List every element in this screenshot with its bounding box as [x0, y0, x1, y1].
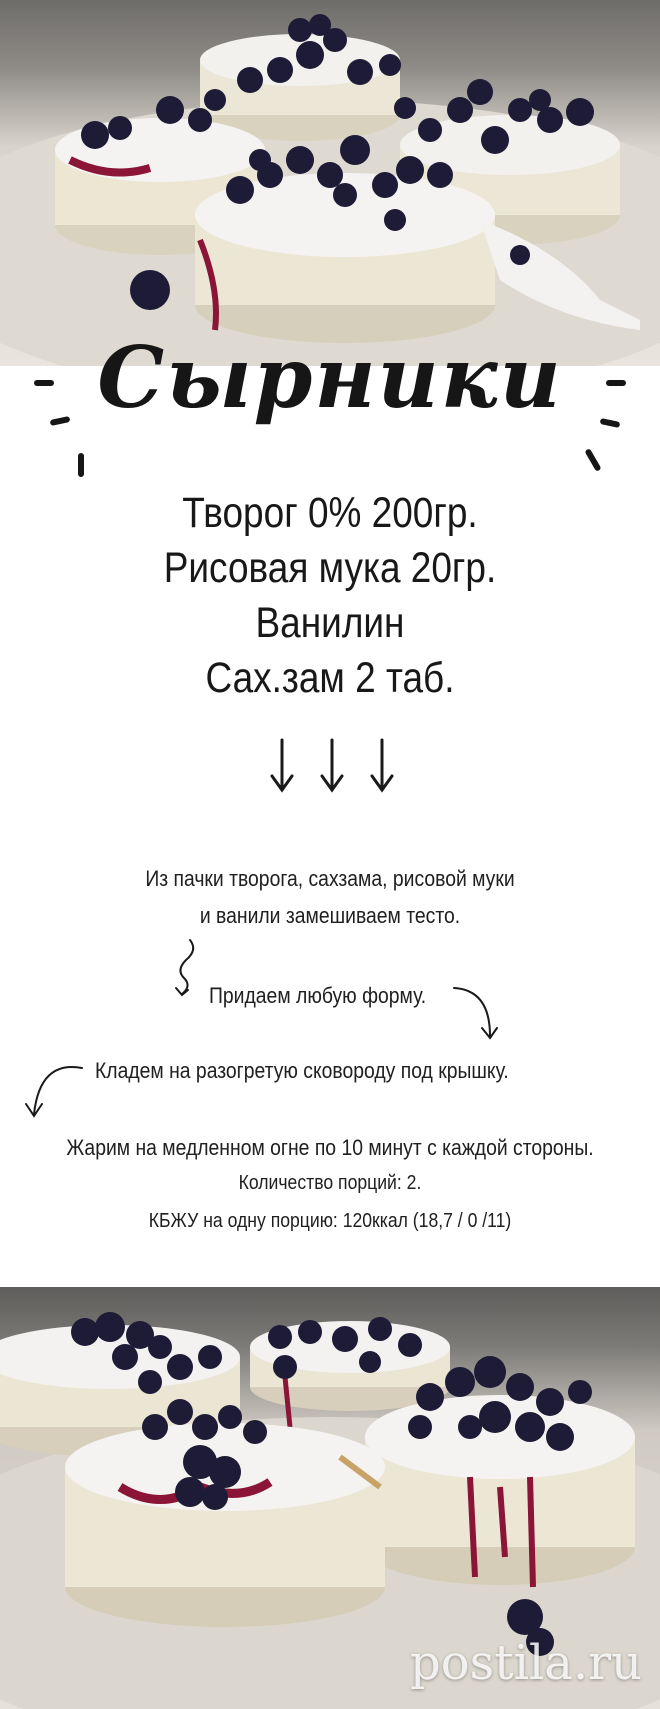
ingredient-item: Сах.зам 2 таб. — [205, 654, 455, 702]
bottom-photo-cheesecakes — [0, 1287, 660, 1709]
step-3: Кладем на разогретую сковороду под крышку. — [95, 1058, 509, 1083]
squiggle-arrow-icon — [172, 938, 200, 998]
ingredient-item: Рисовая мука 20гр. — [163, 544, 497, 592]
title-dash-right-1 — [606, 380, 626, 386]
nutrition-info: КБЖУ на одну порцию: 120ккал (18,7 / 0 /11) — [148, 1210, 512, 1232]
title-dash-left-3 — [78, 453, 84, 477]
ingredients-list — [46, 486, 614, 706]
curved-arrow-down-right-icon — [452, 984, 502, 1044]
title-dash-right-3 — [584, 448, 601, 472]
step-4: Жарим на медленном огне по 10 минут с каждой стороны. — [66, 1135, 594, 1160]
step-1-line-2: и ванили замешиваем тесто. — [199, 903, 461, 928]
ingredient-item: Творог 0% 200гр. — [182, 489, 478, 537]
servings-count: Количество порций: 2. — [238, 1172, 422, 1194]
cheesecakes-illustration-top — [0, 0, 660, 366]
curved-arrow-down-left-icon — [22, 1060, 86, 1120]
ingredient-item: Ванилин — [255, 599, 405, 647]
down-arrows-icon — [262, 736, 402, 796]
title-block — [0, 318, 660, 478]
watermark: postila.ru — [410, 1635, 642, 1691]
top-photo-cheesecakes — [0, 0, 660, 366]
step-2: Придаем любую форму. — [209, 983, 427, 1008]
recipe-title: Сырники — [97, 328, 563, 427]
step-1-line-1: Из пачки творога, сахзама, рисовой муки — [145, 866, 515, 891]
